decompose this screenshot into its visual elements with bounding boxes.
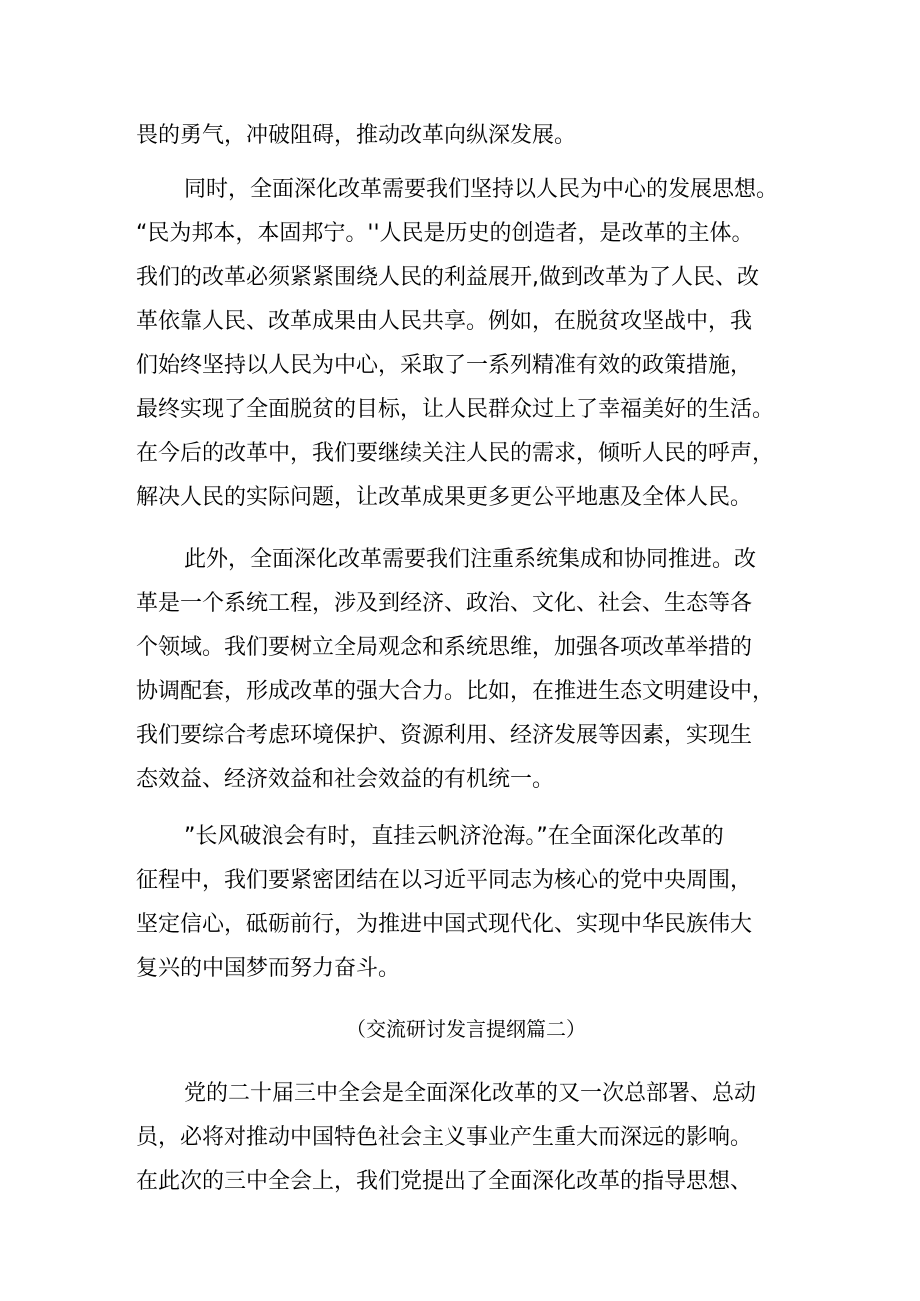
text-line: 坚定信心，砥砺前行，为推进中国式现代化、实现中华民族伟大 bbox=[136, 912, 753, 937]
text-line: 我们要综合考虑环境保护、资源利用、经济发展等因素，实现生 bbox=[136, 723, 753, 748]
text-line: 复兴的中国梦而努力奋斗。 bbox=[136, 956, 401, 981]
section-heading: （交流研讨发言提纲篇二） bbox=[346, 1017, 586, 1041]
text-line: 个领域。我们要树立全局观念和系统思维，加强各项改革举措的 bbox=[136, 635, 753, 660]
paragraph-system-integration bbox=[136, 538, 796, 802]
text-line: 协调配套，形成改革的强大合力。比如，在推进生态文明建设中， bbox=[136, 679, 775, 704]
text-line: 畏的勇气，冲破阻碍，推动改革向纵深发展。 bbox=[136, 123, 577, 148]
text-line: “民为邦本，本固邦宁。''人民是历史的创造者，是改革的主体。 bbox=[136, 221, 754, 246]
text-line: 革依靠人民、改革成果由人民共享。例如，在脱贫攻坚战中，我 bbox=[136, 309, 753, 334]
text-line: ”长风破浪会有时，直挂云帆济沧海。”在全面深化改革的 bbox=[184, 824, 724, 849]
paragraph-closing-quote bbox=[136, 815, 796, 991]
text-line: 在此次的三中全会上，我们党提出了全面深化改革的指导思想、 bbox=[136, 1169, 753, 1194]
text-line: 同时，全面深化改革需要我们坚持以人民为中心的发展思想。 bbox=[184, 177, 779, 202]
text-line: 在今后的改革中，我们要继续关注人民的需求，倾听人民的呼声， bbox=[136, 441, 775, 466]
text-line: 们始终坚持以人民为中心，采取了一系列精准有效的政策措施， bbox=[136, 353, 753, 378]
paragraph-people-centered bbox=[136, 168, 796, 520]
text-line: 征程中，我们要紧密团结在以习近平同志为核心的党中央周围， bbox=[136, 868, 753, 893]
text-line: 态效益、经济效益和社会效益的有机统一。 bbox=[136, 767, 555, 792]
text-line: 最终实现了全面脱贫的目标，让人民群众过上了幸福美好的生活。 bbox=[136, 397, 775, 422]
text-line: 我们的改革必须紧紧围绕人民的利益展开,做到改革为了人民、改 bbox=[136, 265, 759, 290]
text-line: 解决人民的实际问题，让改革成果更多更公平地惠及全体人民。 bbox=[136, 485, 753, 510]
text-line: 党的二十届三中全会是全面深化改革的又一次总部署、总动 bbox=[184, 1081, 757, 1106]
text-line: 革是一个系统工程，涉及到经济、政治、文化、社会、生态等各 bbox=[136, 591, 753, 616]
paragraph-continuation bbox=[136, 114, 796, 158]
text-line: 员，必将对推动中国特色社会主义事业产生重大而深远的影响。 bbox=[136, 1125, 753, 1150]
paragraph-plenum-intro bbox=[136, 1072, 796, 1204]
text-line: 此外，全面深化改革需要我们注重系统集成和协同推进。改 bbox=[184, 547, 757, 572]
